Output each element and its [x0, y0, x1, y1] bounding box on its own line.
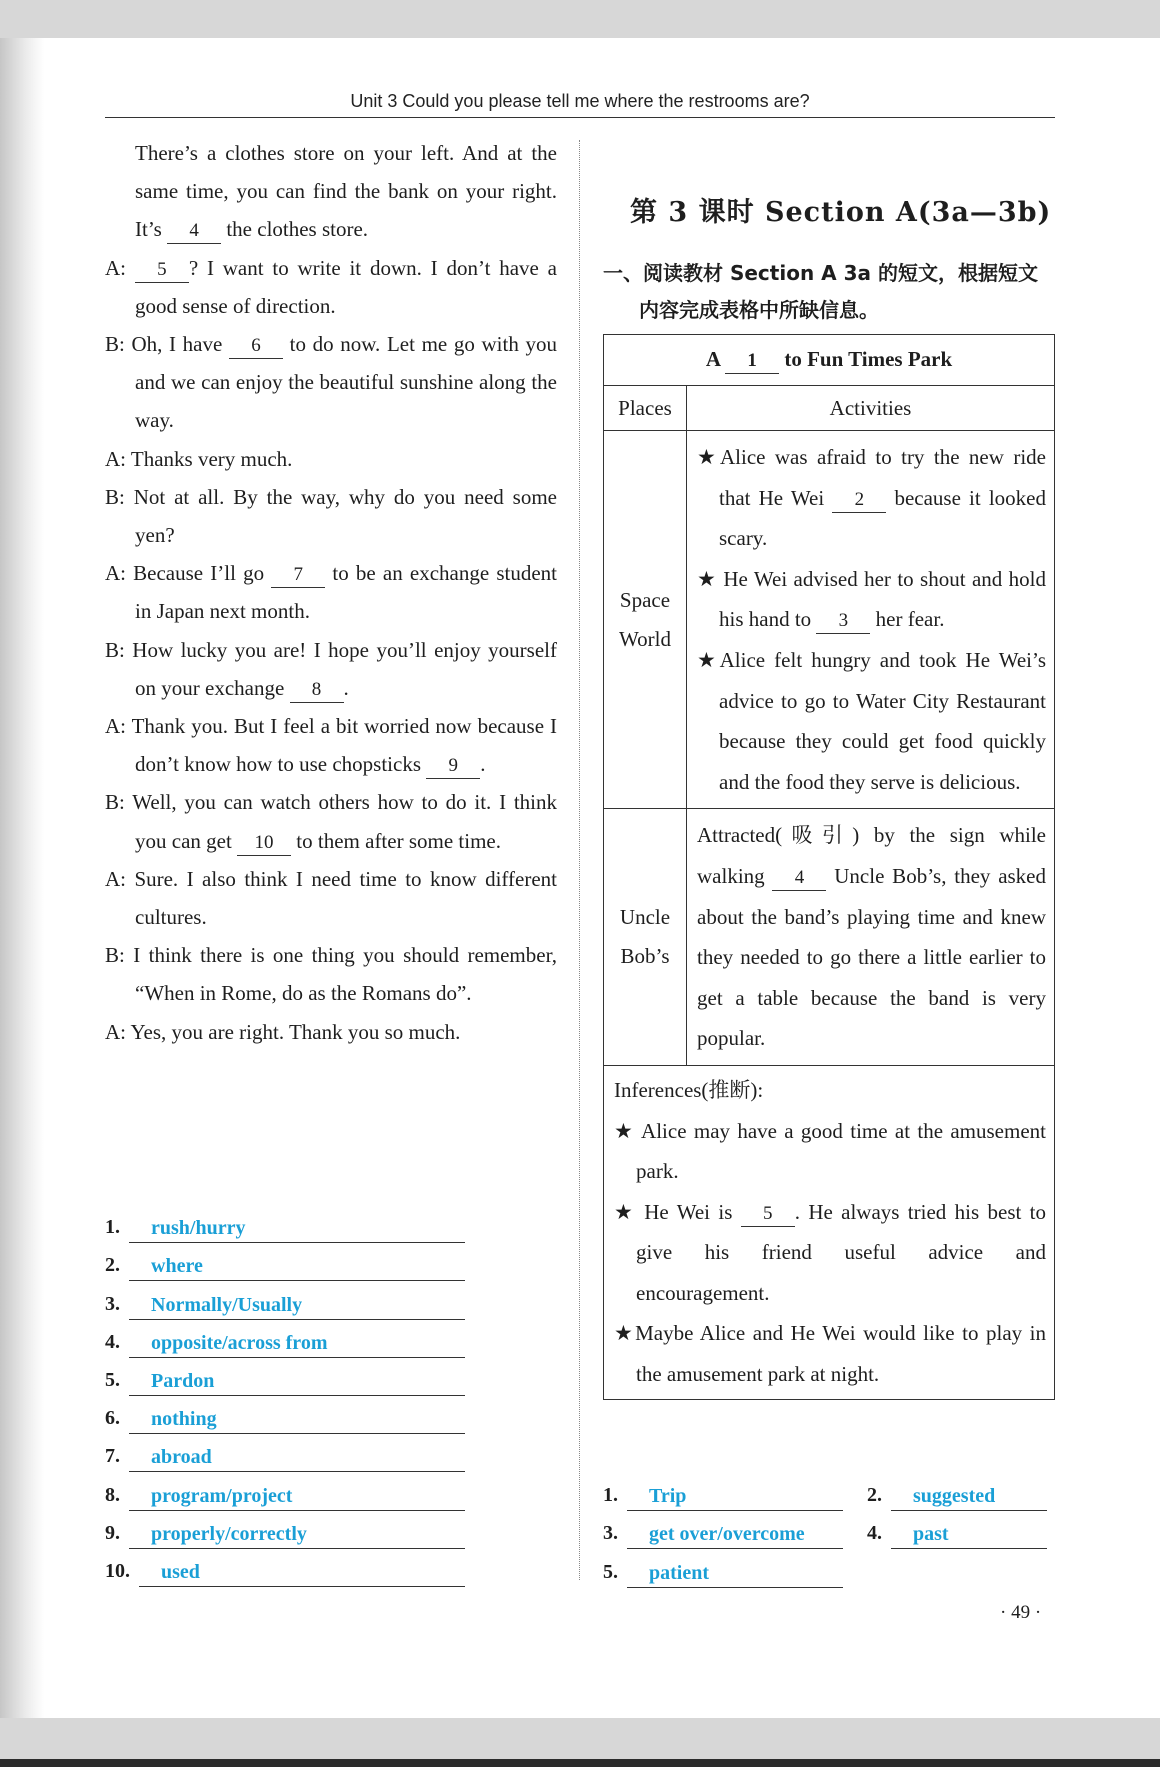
inferences-cell: Inferences(推断): ★ Alice may have a good time at the amusement park. ★ He Wei is 5 . He always tried his best to give his friend useful advice and encouragement. ★Maybe Alice and He Wei would like to play in the amusement park at night. [604, 1065, 1055, 1399]
answer-row: 9. properly/correctly [105, 1511, 465, 1549]
bottom-bar [0, 1759, 1160, 1767]
blank-t2: 2 [832, 488, 886, 513]
blank-9: 9 [426, 754, 480, 779]
blank-t1: 1 [725, 349, 779, 374]
answer-text: properly/correctly [151, 1522, 307, 1545]
answer-row: 1. Trip [603, 1473, 843, 1511]
answer-text: opposite/across from [151, 1331, 328, 1354]
blank-t4: 4 [772, 866, 826, 891]
answer-row: 1. rush/hurry [105, 1205, 465, 1243]
place-space-world: Space World [604, 431, 687, 809]
dialogue-text [105, 134, 557, 1051]
place-uncle-bobs: Uncle Bob’s [604, 809, 687, 1066]
answer-row: 3. Normally/Usually [105, 1281, 465, 1319]
blank-5: 5 [135, 258, 189, 283]
dialogue-line: A: Sure. I also think I need time to know different cultures. [105, 866, 557, 930]
blank-4: 4 [167, 219, 221, 244]
dialogue-line: B: Oh, I have 6 to do now. Let me go with you and we can enjoy the beautiful sunshine along the way. [105, 332, 557, 433]
answer-row: 6. nothing [105, 1396, 465, 1434]
answer-text: Trip [649, 1485, 687, 1508]
book-spine-shadow [0, 38, 44, 1718]
answer-row: 7. abroad [105, 1434, 465, 1472]
answer-row: 10. used [105, 1549, 465, 1587]
answer-text: Pardon [151, 1369, 215, 1392]
answer-row: 8. program/project [105, 1472, 465, 1510]
section-title: 第 3 课时 Section A(3a—3b) [630, 197, 1052, 228]
dialogue-line: B: I think there is one thing you should remember, “When in Rome, do as the Romans do”. [105, 943, 557, 1006]
answer-row: 5. patient [603, 1549, 843, 1587]
header-activities: Activities [687, 386, 1055, 431]
unit-header: Unit 3 Could you please tell me where the restrooms are? [350, 91, 810, 111]
answer-row: 2. suggested [867, 1473, 1047, 1511]
header-places: Places [604, 386, 687, 431]
answer-row: 4. opposite/across from [105, 1320, 465, 1358]
answer-text: suggested [913, 1485, 996, 1508]
answer-row: 3. get over/overcome [603, 1511, 843, 1549]
dialogue-line: A: Because I’ll go 7 to be an exchange student in Japan next month. [105, 561, 557, 624]
blank-7: 7 [271, 563, 325, 588]
exercise-instruction: 一、阅读教材 Section A 3a 的短文，根据短文 内容完成表格中所缺信息。 [603, 261, 1038, 322]
answer-text: nothing [151, 1408, 217, 1431]
dialogue-line: B: Not at all. By the way, why do you need some yen? [105, 484, 557, 548]
activities-uncle-bobs: Attracted(吸引) by the sign while walking 4 Uncle Bob’s, they asked about the band’s playing time and knew they needed to go there a little earlier to get a table because the band is very popular. [687, 809, 1055, 1066]
blank-t3: 3 [816, 609, 870, 634]
answer-text: abroad [151, 1446, 212, 1469]
blank-8: 8 [290, 678, 344, 703]
blank-10: 10 [237, 831, 291, 856]
answer-text: used [161, 1560, 200, 1583]
dialogue-line: A: Thank you. But I feel a bit worried now because I don’t know how to use chopsticks 9 . [105, 707, 557, 783]
blank-6: 6 [229, 334, 283, 359]
answer-text: past [913, 1523, 949, 1546]
answer-key-right [603, 1473, 1055, 1588]
dialogue-line: A: 5 ? I want to write it down. I don’t have a good sense of direction. [105, 255, 558, 318]
dialogue-line: B: Well, you can watch others how to do it. I think you can get 10 to them after some time. [105, 783, 557, 859]
answer-row: 5. Pardon [105, 1358, 465, 1396]
dialogue-line: B: How lucky you are! I hope you’ll enjoy yourself on your exchange 8 . [105, 631, 557, 707]
answer-text: Normally/Usually [151, 1293, 303, 1316]
answer-text: patient [649, 1561, 709, 1584]
table-title: A 1 to Fun Times Park [604, 335, 1055, 386]
page-number: · 49 · [1000, 1602, 1042, 1623]
dialogue-paragraph: There’s a clothes store on your left. And at the same time, you can find the bank on your right. It’s 4 the clothes store. [105, 134, 557, 249]
answer-row: 2. where [105, 1243, 465, 1281]
answer-key-left [105, 1205, 465, 1587]
activities-space-world: ★Alice was afraid to try the new ride that He Wei 2 because it looked scary. ★ He Wei advised her to shout and hold his hand to 3 her fear. ★Alice felt hungry and took He Wei’s advice to go to Water City Restaurant because they could get food quickly and the food they serve is delicious. [687, 431, 1055, 809]
blank-t5: 5 [741, 1202, 795, 1227]
answer-text: rush/hurry [151, 1217, 246, 1240]
dialogue-line: A: Thanks very much. [105, 446, 293, 471]
answer-text: get over/overcome [649, 1523, 805, 1546]
answer-row: 4. past [867, 1511, 1047, 1549]
column-divider [579, 140, 580, 1580]
answer-text: where [151, 1255, 203, 1278]
info-table [603, 334, 1055, 1400]
answer-text: program/project [151, 1484, 293, 1507]
dialogue-line: A: Yes, you are right. Thank you so much. [105, 1019, 461, 1044]
header-rule [105, 117, 1055, 118]
